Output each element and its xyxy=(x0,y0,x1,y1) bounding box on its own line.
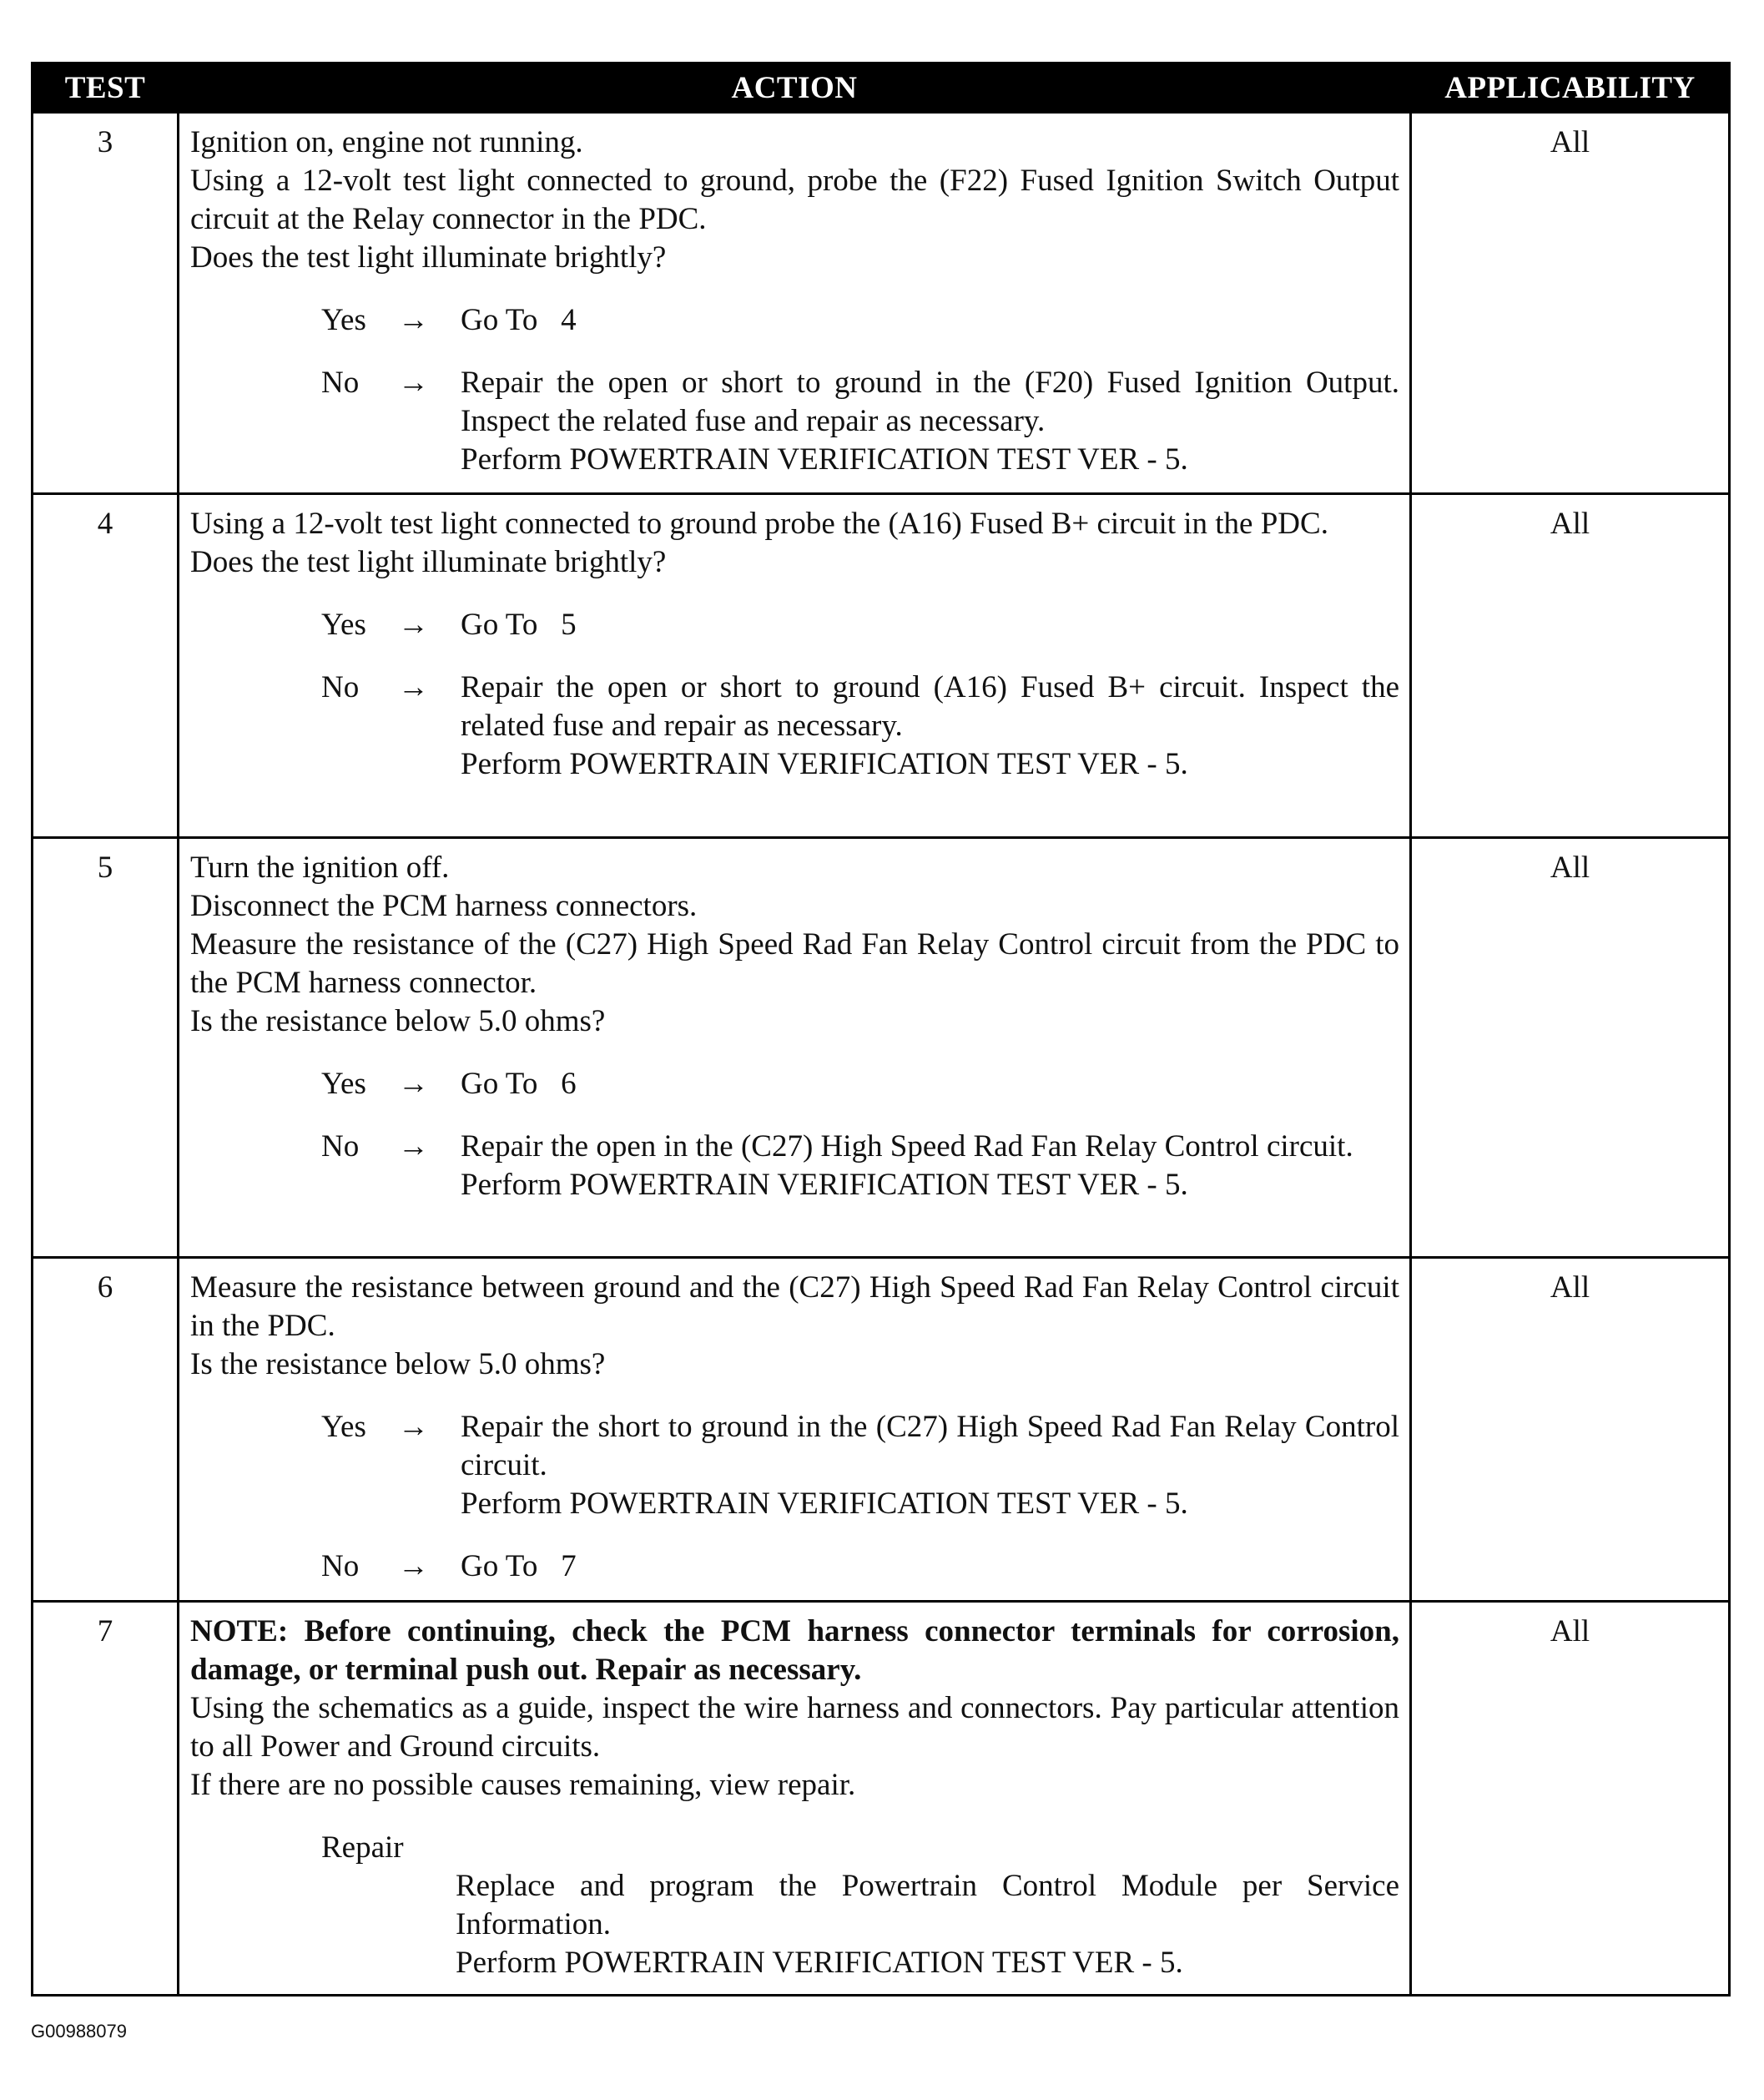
applicability: All xyxy=(1411,838,1730,1258)
table-row xyxy=(33,838,1730,1258)
no-label: No xyxy=(321,1549,360,1583)
action-line: Using a 12-volt test light connected to ground, probe the (F22) Fused Ignition Switch Output circuit at the Relay connector in the PDC. xyxy=(190,164,1399,236)
header-applicability: APPLICABILITY xyxy=(1411,63,1730,113)
result-line: Perform POWERTRAIN VERIFICATION TEST VER - 5. xyxy=(461,442,1188,477)
no-branch xyxy=(190,1547,1399,1586)
result-line: Repair the short to ground in the (C27) High Speed Rad Fan Relay Control circuit. xyxy=(461,1410,1399,1482)
action-cell xyxy=(179,113,1411,494)
action-line: Does the test light illuminate brightly? xyxy=(190,545,667,579)
result-line: Perform POWERTRAIN VERIFICATION TEST VER - 5. xyxy=(461,1487,1188,1521)
goto-text: Go To 7 xyxy=(461,1549,577,1583)
yes-label: Yes xyxy=(321,1410,366,1444)
no-label: No xyxy=(321,366,360,400)
action-line: Using the schematics as a guide, inspect the wire harness and connectors. Pay particular attention to all Power and Ground circuits. xyxy=(190,1691,1399,1764)
action-line: Using a 12-volt test light connected to ground probe the (A16) Fused B+ circuit in the PDC. xyxy=(190,507,1328,541)
action-line: Measure the resistance of the (C27) High Speed Rad Fan Relay Control circuit from the PDC to the PCM harness connector. xyxy=(190,927,1399,1000)
diagnostic-test-table xyxy=(31,62,1731,1997)
arrow-icon: → xyxy=(398,1129,429,1164)
result-line: Perform POWERTRAIN VERIFICATION TEST VER - 5. xyxy=(461,747,1188,781)
no-label: No xyxy=(321,1129,360,1164)
result-line: Repair the open or short to ground in the (F20) Fused Ignition Output. Inspect the related fuse and repair as necessary. xyxy=(461,366,1399,438)
no-result xyxy=(461,1128,1399,1204)
result-line: Repair the open in the (C27) High Speed Rad Fan Relay Control circuit. xyxy=(461,1129,1353,1164)
applicability: All xyxy=(1411,494,1730,838)
result-line: Replace and program the Powertrain Control Module per Service Information. xyxy=(456,1869,1399,1941)
action-cell xyxy=(179,494,1411,838)
header-test: TEST xyxy=(33,63,179,113)
table-header-row xyxy=(33,63,1730,113)
no-branch xyxy=(190,669,1399,784)
result-line: Perform POWERTRAIN VERIFICATION TEST VER - 5. xyxy=(456,1946,1183,1980)
test-number: 7 xyxy=(33,1602,179,1996)
yes-label: Yes xyxy=(321,608,366,642)
test-number: 5 xyxy=(33,838,179,1258)
yes-branch xyxy=(190,1408,1399,1523)
action-cell xyxy=(179,1258,1411,1602)
arrow-icon: → xyxy=(398,608,429,642)
arrow-icon: → xyxy=(398,1410,429,1444)
applicability: All xyxy=(1411,1602,1730,1996)
goto-text: Go To 6 xyxy=(461,1067,577,1101)
no-label: No xyxy=(321,670,360,704)
goto-text: Go To 4 xyxy=(461,303,577,337)
table-row xyxy=(33,1258,1730,1602)
action-line: Does the test light illuminate brightly? xyxy=(190,240,667,275)
applicability: All xyxy=(1411,113,1730,494)
test-number: 3 xyxy=(33,113,179,494)
test-number: 6 xyxy=(33,1258,179,1602)
result-line: Repair the open or short to ground (A16) Fused B+ circuit. Inspect the related fuse and repair as necessary. xyxy=(461,670,1399,743)
test-number: 4 xyxy=(33,494,179,838)
yes-label: Yes xyxy=(321,1067,366,1101)
goto-text: Go To 5 xyxy=(461,608,577,642)
action-line: Disconnect the PCM harness connectors. xyxy=(190,889,698,923)
header-action: ACTION xyxy=(179,63,1411,113)
action-line: Is the resistance below 5.0 ohms? xyxy=(190,1004,606,1038)
table-row xyxy=(33,1602,1730,1996)
yes-branch xyxy=(190,606,1399,644)
action-line: Measure the resistance between ground and the (C27) High Speed Rad Fan Relay Control circuit in the PDC. xyxy=(190,1270,1399,1343)
result-line: Perform POWERTRAIN VERIFICATION TEST VER - 5. xyxy=(461,1168,1188,1202)
diagnostic-table-container xyxy=(31,62,1728,1997)
arrow-icon: → xyxy=(398,1549,429,1583)
arrow-icon: → xyxy=(398,1067,429,1101)
note-text: NOTE: Before continuing, check the PCM harness connector terminals for corrosion, damage, or terminal push out. Repair as necessary. xyxy=(190,1614,1399,1687)
action-cell xyxy=(179,1602,1411,1996)
no-branch xyxy=(190,1128,1399,1204)
arrow-icon: → xyxy=(398,303,429,337)
no-branch xyxy=(190,364,1399,479)
arrow-icon: → xyxy=(398,366,429,400)
yes-branch xyxy=(190,1065,1399,1103)
no-result xyxy=(461,669,1399,784)
applicability: All xyxy=(1411,1258,1730,1602)
yes-label: Yes xyxy=(321,303,366,337)
yes-branch xyxy=(190,301,1399,340)
yes-result xyxy=(461,1408,1399,1523)
repair-result xyxy=(190,1867,1399,1982)
action-line: Turn the ignition off. xyxy=(190,851,450,885)
table-row xyxy=(33,494,1730,838)
table-row xyxy=(33,113,1730,494)
repair-label: Repair xyxy=(321,1830,404,1865)
no-result xyxy=(461,364,1399,479)
action-line: Ignition on, engine not running. xyxy=(190,125,583,159)
arrow-icon: → xyxy=(398,670,429,704)
action-cell xyxy=(179,838,1411,1258)
action-line: Is the resistance below 5.0 ohms? xyxy=(190,1347,606,1381)
action-line: If there are no possible causes remaining, view repair. xyxy=(190,1768,856,1802)
figure-id: G00988079 xyxy=(31,2021,127,2042)
